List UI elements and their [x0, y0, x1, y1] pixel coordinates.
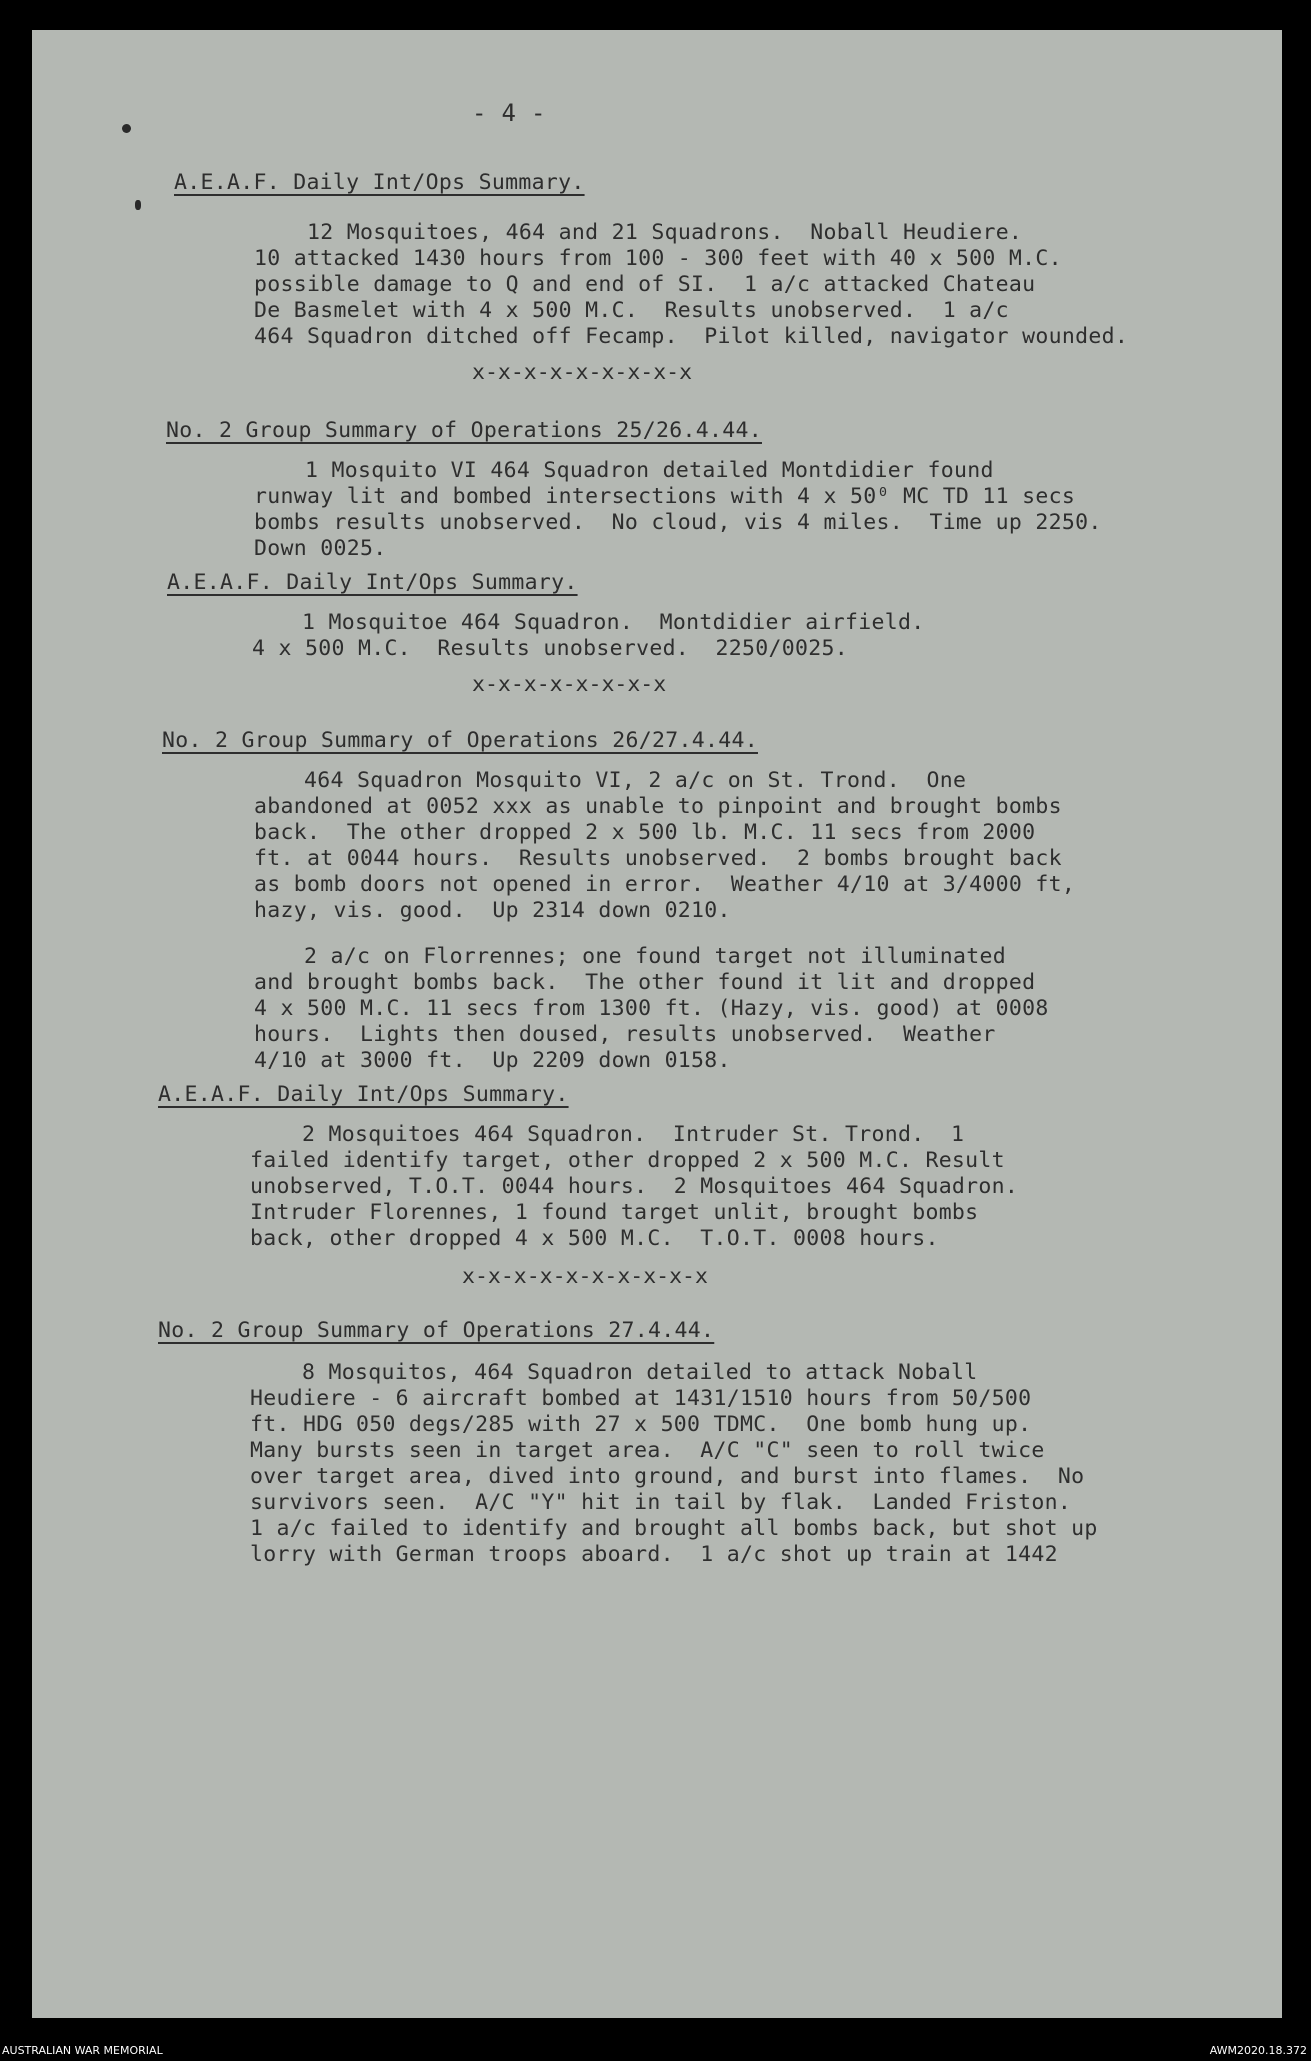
body-line: possible damage to Q and end of SI. 1 a/c attacked Chateau	[254, 272, 1036, 297]
body-line: bombs results unobserved. No cloud, vis 4 miles. Time up 2250.	[254, 510, 1102, 535]
body-line: hours. Lights then doused, results unobserved. Weather	[254, 1022, 996, 1047]
body-line: over target area, dived into ground, and burst into flames. No	[250, 1464, 1085, 1489]
section-separator: x-x-x-x-x-x-x-x	[472, 672, 667, 697]
body-line: lorry with German troops aboard. 1 a/c shot up train at 1442	[250, 1542, 1058, 1567]
body-line: failed identify target, other dropped 2 x 500 M.C. Result	[250, 1148, 1005, 1173]
body-line: De Basmelet with 4 x 500 M.C. Results unobserved. 1 a/c	[254, 298, 1009, 323]
body-line: ft. HDG 050 degs/285 with 27 x 500 TDMC. One bomb hung up.	[250, 1412, 1032, 1437]
punch-hole-mark	[135, 200, 141, 210]
body-line: 10 attacked 1430 hours from 100 - 300 feet with 40 x 500 M.C.	[254, 246, 1062, 271]
body-line: back, other dropped 4 x 500 M.C. T.O.T. 0008 hours.	[250, 1226, 939, 1251]
body-line: Down 0025.	[254, 536, 387, 561]
section-heading: No. 2 Group Summary of Operations 27.4.44.	[158, 1318, 715, 1343]
section-heading: A.E.A.F. Daily Int/Ops Summary.	[174, 170, 585, 195]
body-line: 8 Mosquitos, 464 Squadron detailed to attack Noball	[302, 1360, 978, 1385]
footer-reference: AWM2020.18.372	[1209, 2044, 1307, 2057]
section-separator: x-x-x-x-x-x-x-x-x	[472, 360, 693, 385]
section-heading: A.E.A.F. Daily Int/Ops Summary.	[158, 1082, 569, 1107]
body-line: and brought bombs back. The other found it lit and dropped	[254, 970, 1036, 995]
body-line: 2 a/c on Florrennes; one found target not illuminated	[304, 944, 1006, 969]
body-line: back. The other dropped 2 x 500 lb. M.C. 11 secs from 2000	[254, 820, 1036, 845]
body-line: 12 Mosquitoes, 464 and 21 Squadrons. Noball Heudiere.	[307, 220, 1023, 245]
body-line: 464 Squadron ditched off Fecamp. Pilot killed, navigator wounded.	[254, 324, 1129, 349]
body-line: 4 x 500 M.C. 11 secs from 1300 ft. (Hazy, vis. good) at 0008	[254, 996, 1049, 1021]
section-separator: x-x-x-x-x-x-x-x-x-x	[462, 1264, 708, 1289]
punch-hole-mark	[122, 124, 131, 133]
body-line: 464 Squadron Mosquito VI, 2 a/c on St. Trond. One	[304, 768, 967, 793]
page-number: - 4 -	[472, 99, 546, 127]
body-line: 1 Mosquito VI 464 Squadron detailed Montdidier found	[305, 458, 994, 483]
body-line: 4/10 at 3000 ft. Up 2209 down 0158.	[254, 1048, 731, 1073]
section-heading: No. 2 Group Summary of Operations 25/26.4.44.	[166, 418, 762, 443]
body-line: ft. at 0044 hours. Results unobserved. 2 bombs brought back	[254, 846, 1062, 871]
body-line: runway lit and bombed intersections with 4 x 50⁰ MC TD 11 secs	[254, 484, 1076, 509]
body-line: 1 Mosquitoe 464 Squadron. Montdidier airfield.	[302, 610, 925, 635]
body-line: abandoned at 0052 xxx as unable to pinpoint and brought bombs	[254, 794, 1062, 819]
body-line: as bomb doors not opened in error. Weather 4/10 at 3/4000 ft,	[254, 872, 1076, 897]
body-line: unobserved, T.O.T. 0044 hours. 2 Mosquitoes 464 Squadron.	[250, 1174, 1019, 1199]
body-line: hazy, vis. good. Up 2314 down 0210.	[254, 898, 731, 923]
body-line: 4 x 500 M.C. Results unobserved. 2250/0025.	[252, 636, 848, 661]
body-line: Heudiere - 6 aircraft bombed at 1431/1510 hours from 50/500	[250, 1386, 1032, 1411]
body-line: 2 Mosquitoes 464 Squadron. Intruder St. Trond. 1	[302, 1122, 965, 1147]
body-line: Many bursts seen in target area. A/C "C" seen to roll twice	[250, 1438, 1045, 1463]
footer-credit: AUSTRALIAN WAR MEMORIAL	[2, 2044, 163, 2057]
body-line: survivors seen. A/C "Y" hit in tail by flak. Landed Friston.	[250, 1490, 1072, 1515]
section-heading: No. 2 Group Summary of Operations 26/27.4.44.	[162, 728, 758, 753]
body-line: Intruder Florennes, 1 found target unlit, brought bombs	[250, 1200, 979, 1225]
section-heading: A.E.A.F. Daily Int/Ops Summary.	[167, 570, 578, 595]
document-page	[32, 30, 1282, 2018]
body-line: 1 a/c failed to identify and brought all bombs back, but shot up	[250, 1516, 1098, 1541]
